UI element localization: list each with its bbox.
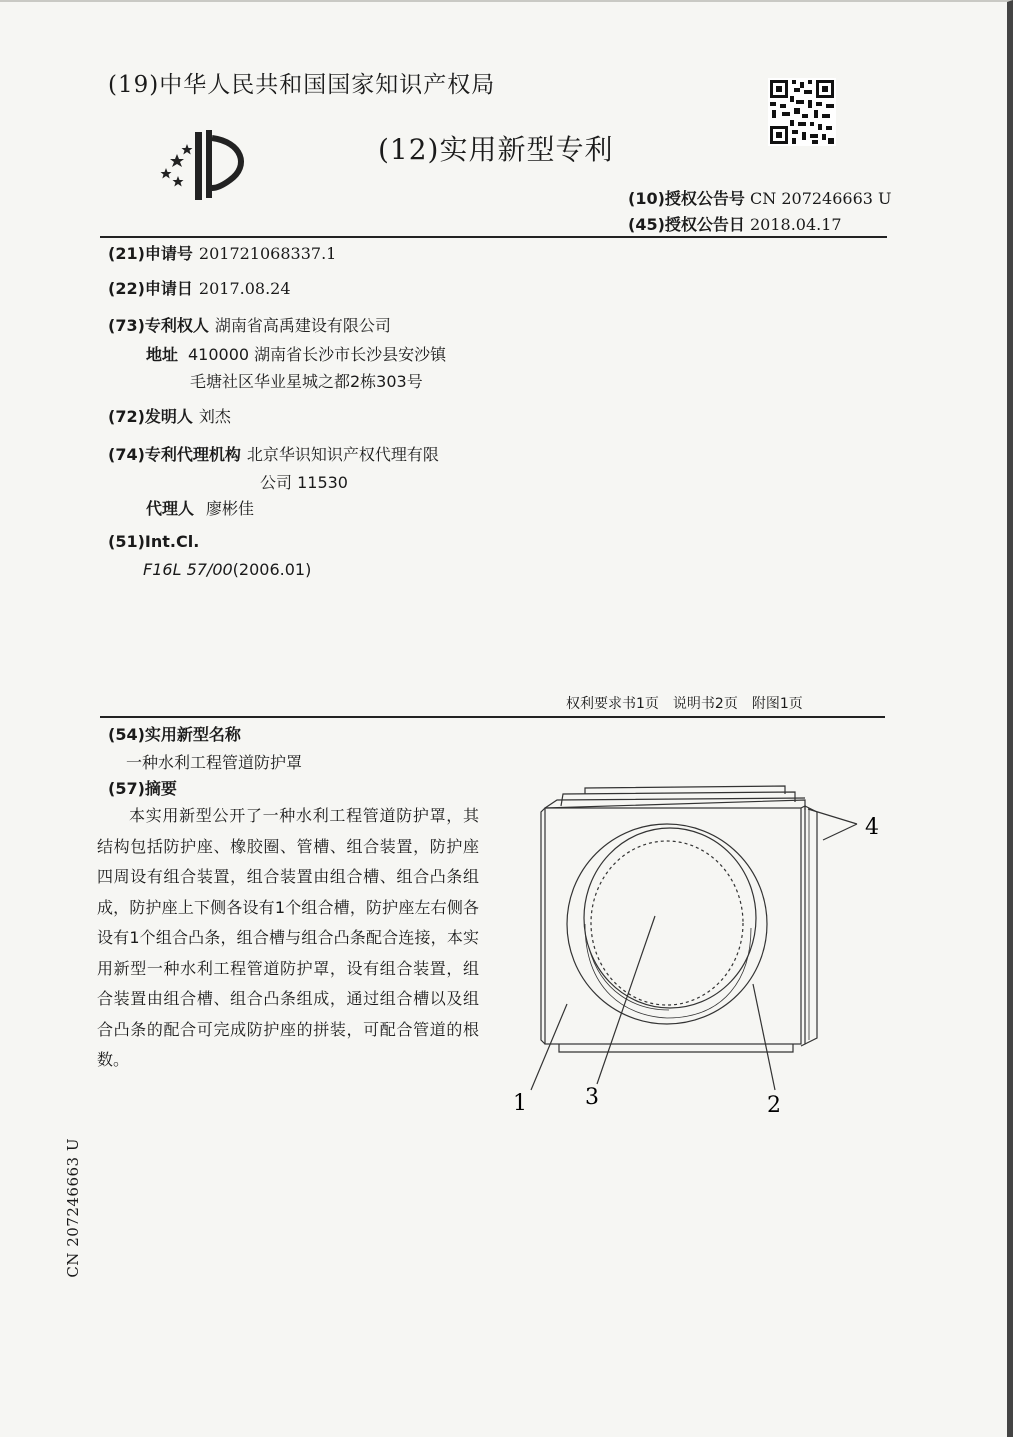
utility-model-title: 一种水利工程管道防护罩 xyxy=(126,753,303,772)
patent-agency-label: (74)专利代理机构 xyxy=(108,445,241,464)
section-rule xyxy=(100,716,885,718)
address-label: 地址 xyxy=(146,345,179,364)
abstract-label: (57)摘要 xyxy=(108,779,177,798)
figure-label-3: 3 xyxy=(585,1085,599,1110)
figure-label-1: 1 xyxy=(513,1091,527,1116)
publication-number-label: (10)授权公告号 xyxy=(628,189,745,208)
publication-date-value: 2018.04.17 xyxy=(750,215,842,234)
abstract-text: 本实用新型公开了一种水利工程管道防护罩，其结构包括防护座、橡胶圈、管槽、组合装置，防护座四周设有组合装置，组合装置由组合槽、组合凸条组成，防护座上下侧各设有1个组合槽，防护座左右侧各设有1个组合凸条，组合槽与组合凸条配合连接，本实用新型一种水利工程管道防护罩，设有组合装置，组合装置由组合槽、组合凸条组成，通过组合槽以及组合凸条的配合可完成防护座的拼装，可配合管道的根数。 xyxy=(97,806,479,1069)
classification-code-value: F16L 57/00 xyxy=(143,560,233,579)
patent-agency-value: 北京华识知识产权代理有限 xyxy=(246,445,439,464)
application-number xyxy=(108,241,336,264)
address-line-2: 毛塘社区华业星城之都2栋303号 xyxy=(190,372,423,391)
patentee-value: 湖南省高禹建设有限公司 xyxy=(214,316,391,335)
header-rule xyxy=(100,236,887,238)
int-cl xyxy=(108,532,199,551)
figure-label-2: 2 xyxy=(767,1093,781,1118)
figure-drawing xyxy=(505,778,885,1118)
publication-date xyxy=(628,212,842,235)
publication-number-value: CN 207246663 U xyxy=(750,189,892,208)
patent-office: (19)中华人民共和国国家知识产权局 xyxy=(108,72,496,98)
inventor-label: (72)发明人 xyxy=(108,407,193,426)
side-publication-code: CN 207246663 U xyxy=(64,1138,82,1278)
leader-3 xyxy=(597,916,655,1084)
classification-version: (2006.01) xyxy=(232,560,312,579)
patent-agency xyxy=(108,442,439,465)
agent-value: 廖彬佳 xyxy=(206,499,255,518)
patent-agency-line-2: 公司 11530 xyxy=(260,473,348,492)
leader-4b xyxy=(823,824,857,840)
star-icon xyxy=(161,144,193,187)
publication-number xyxy=(628,186,892,209)
patentee-label: (73)专利权人 xyxy=(108,316,209,335)
pages-note: 权利要求书1页 说明书2页 附图1页 xyxy=(566,696,803,712)
leader-2 xyxy=(753,984,775,1090)
int-cl-label: (51)Int.Cl. xyxy=(108,532,200,551)
inventor-value: 刘杰 xyxy=(198,407,231,426)
agent-label: 代理人 xyxy=(146,499,195,518)
cnipa-logo xyxy=(150,124,260,208)
figure-label-4: 4 xyxy=(865,815,879,840)
document-type: (12)实用新型专利 xyxy=(378,133,614,166)
application-date-label: (22)申请日 xyxy=(108,279,193,298)
classification-code xyxy=(143,560,311,579)
leader-1 xyxy=(531,1004,567,1090)
utility-model-title-label: (54)实用新型名称 xyxy=(108,725,241,744)
address-line-1: 410000 湖南省长沙市长沙县安沙镇 xyxy=(188,345,447,364)
leader-4a xyxy=(808,809,857,824)
application-number-value: 201721068337.1 xyxy=(198,244,337,263)
qr-code xyxy=(768,78,836,146)
application-date-value: 2017.08.24 xyxy=(198,279,291,298)
inventor xyxy=(108,404,231,427)
application-date xyxy=(108,276,291,299)
application-number-label: (21)申请号 xyxy=(108,244,193,263)
publication-date-label: (45)授权公告日 xyxy=(628,215,745,234)
patentee xyxy=(108,313,391,336)
